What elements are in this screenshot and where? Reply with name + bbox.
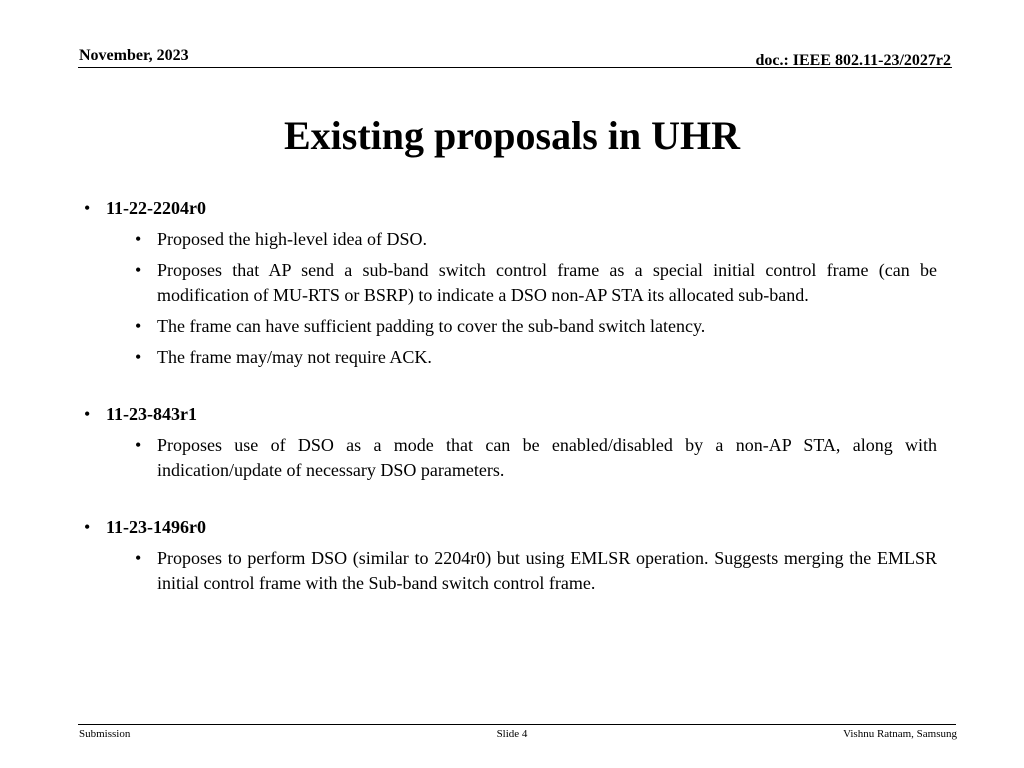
slide-body [84, 196, 937, 628]
bullet-icon: • [135, 548, 142, 568]
proposal-section [84, 515, 937, 596]
bullet-icon: • [135, 316, 142, 336]
proposal-section [84, 196, 937, 370]
bullet-icon: • [84, 517, 91, 537]
footer-submission: Submission [79, 728, 131, 740]
list-item: • Proposes that AP send a sub-band switch control frame as a special initial control frame (can be modification of MU-RTS or BSRP) to indicate a DSO non-AP STA its allocated sub-band. [135, 260, 937, 305]
bullet-icon: • [84, 198, 91, 218]
bullet-icon: • [135, 347, 142, 367]
slide-title: Existing proposals in UHR [283, 113, 741, 158]
section-heading: • 11-22-2204r0 [84, 196, 937, 221]
bullet-icon: • [84, 404, 91, 424]
header-divider [78, 67, 952, 68]
bullet-icon: • [135, 229, 142, 249]
list-item: • The frame may/may not require ACK. [135, 345, 937, 370]
list-item: • Proposed the high-level idea of DSO. [135, 227, 937, 252]
list-item: • Proposes to perform DSO (similar to 2204r0) but using EMLSR operation. Suggests merging the EMLSR initial control frame with the Sub-band switch control frame. [135, 548, 937, 593]
list-item: • The frame can have sufficient padding to cover the sub-band switch latency. [135, 314, 937, 339]
list-item: • Proposes use of DSO as a mode that can be enabled/disabled by a non-AP STA, along with indication/update of necessary DSO parameters. [135, 435, 937, 480]
proposal-section [84, 402, 937, 483]
section-heading: • 11-23-843r1 [84, 402, 937, 427]
footer-slide-number: Slide 4 [496, 728, 528, 740]
header-doc-id: doc.: IEEE 802.11-23/2027r2 [755, 52, 951, 69]
section-heading: • 11-23-1496r0 [84, 515, 937, 540]
footer-author: Vishnu Ratnam, Samsung [843, 728, 957, 740]
bullet-icon: • [135, 435, 142, 455]
footer-divider [78, 724, 956, 725]
bullet-icon: • [135, 260, 142, 280]
header-date: November, 2023 [79, 47, 189, 64]
